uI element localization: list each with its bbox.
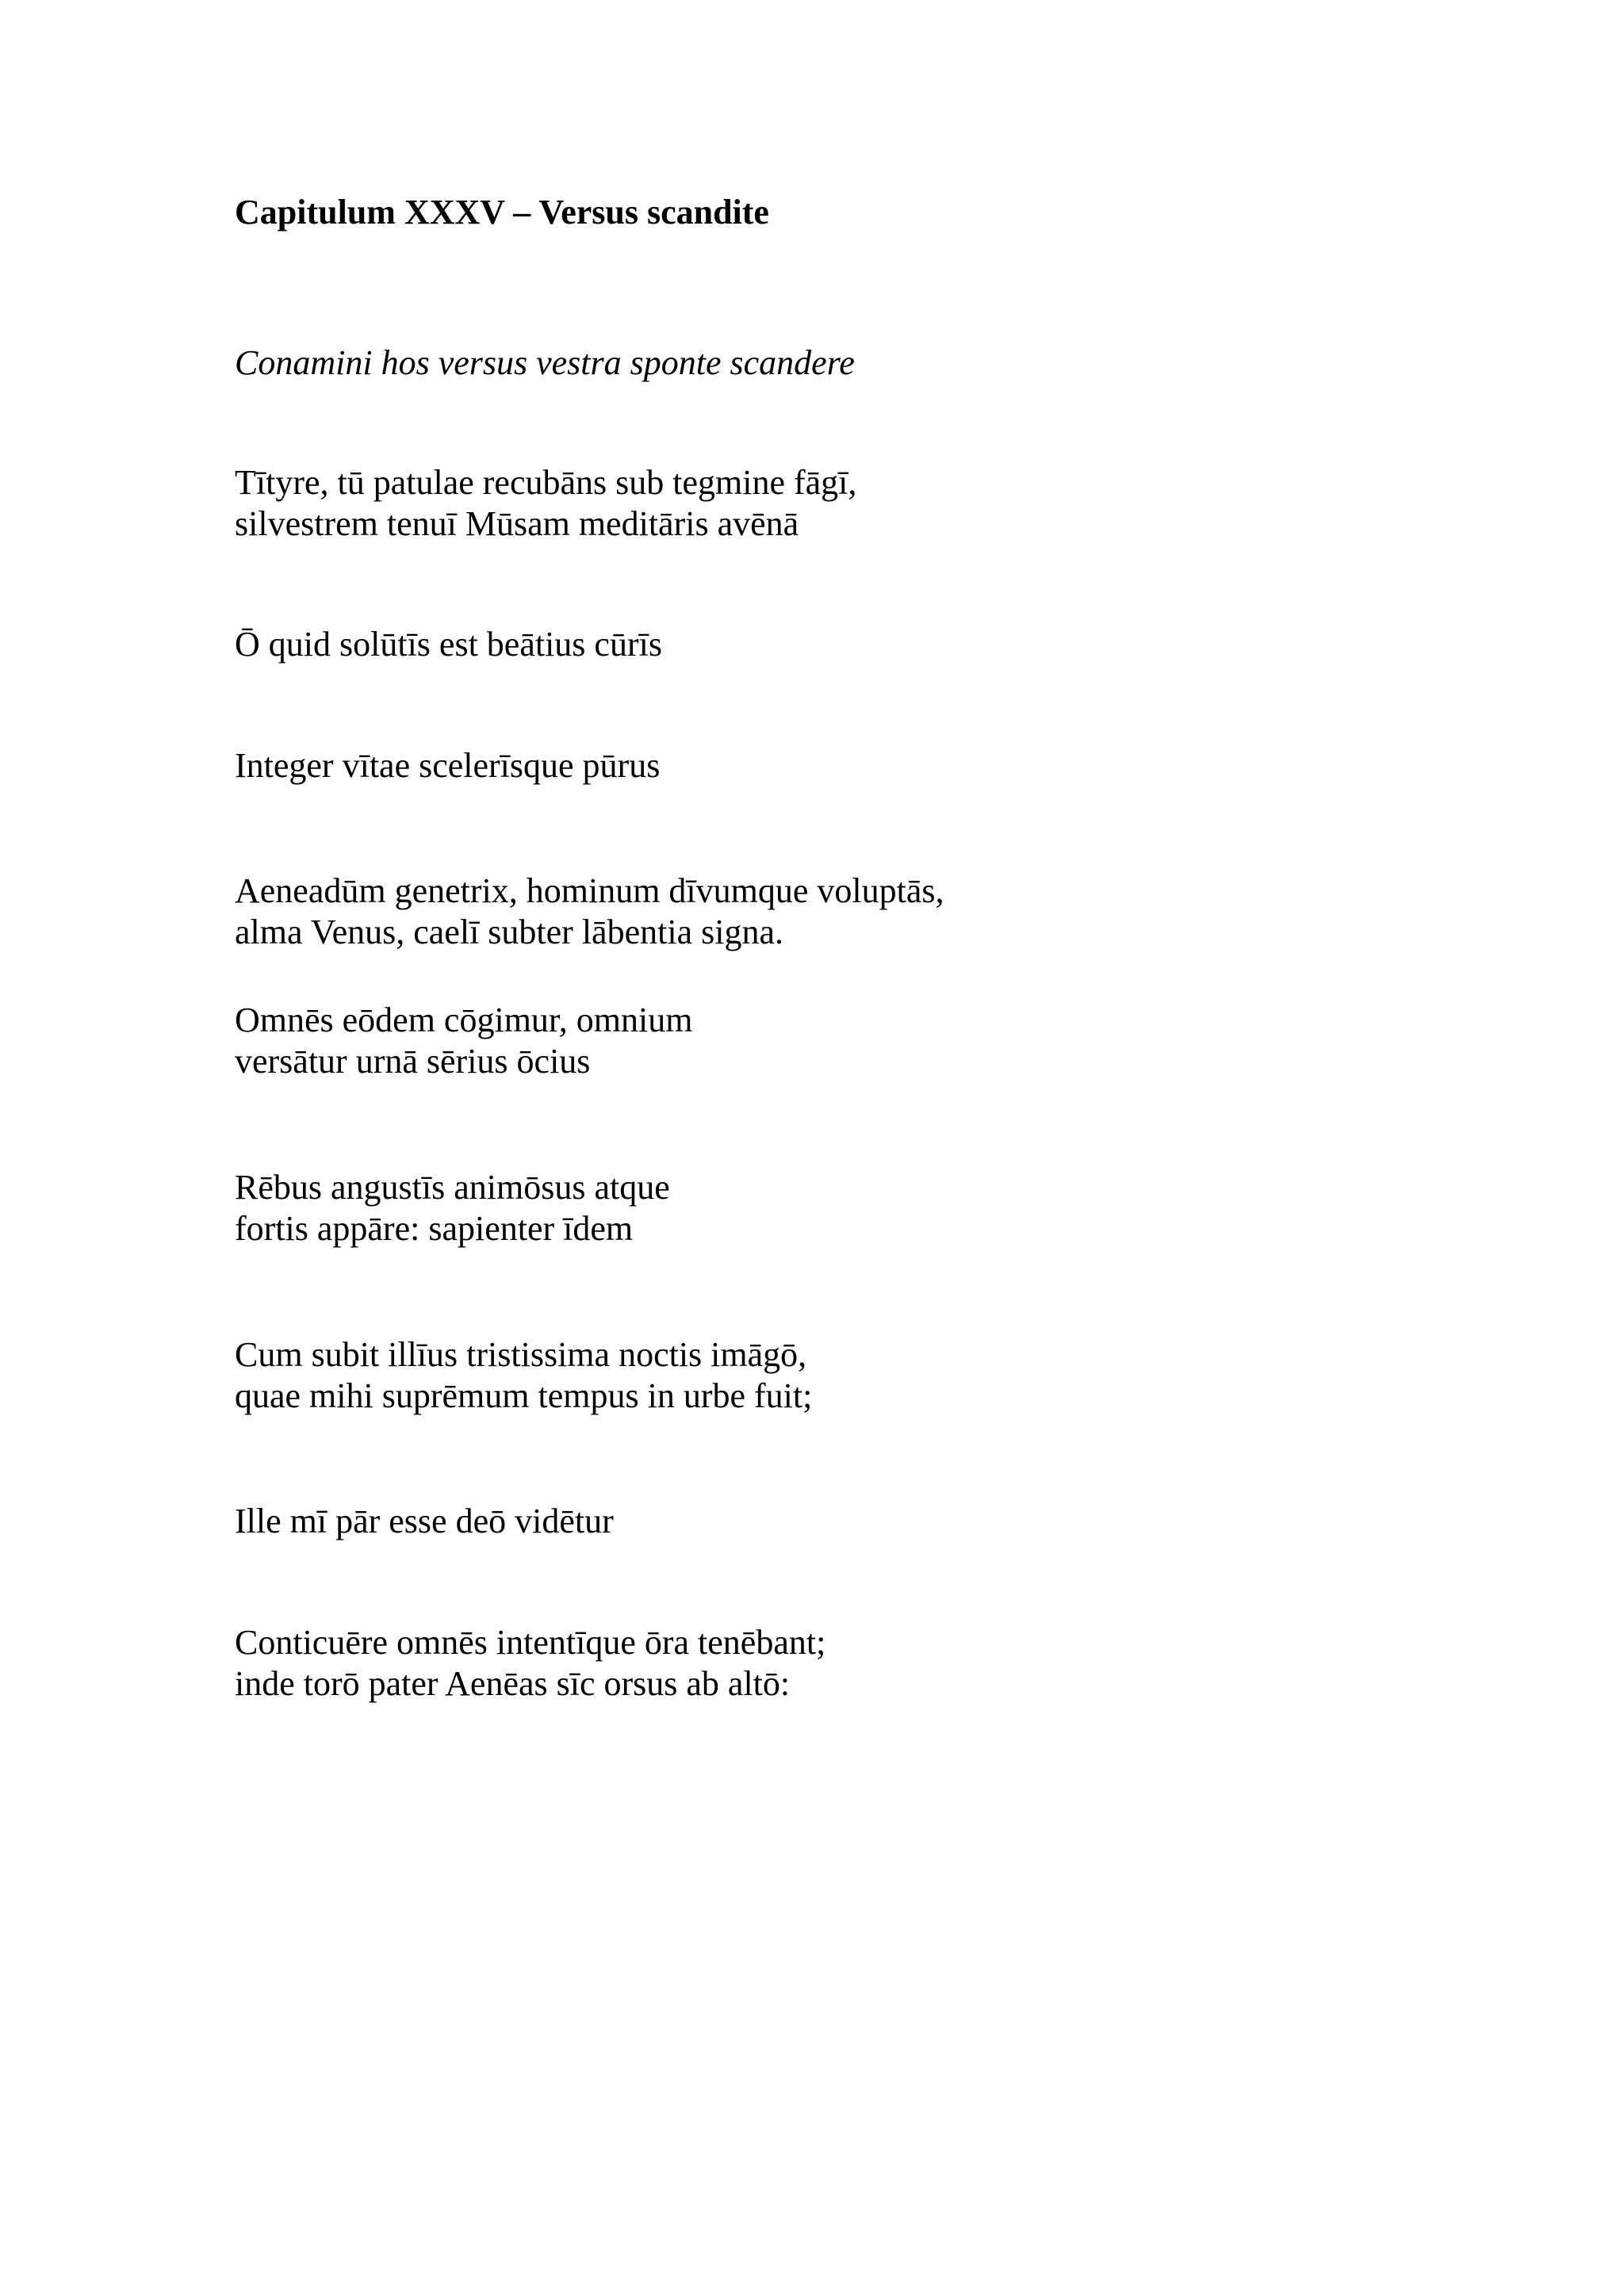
verse-line: alma Venus, caelī subter lābentia signa. bbox=[235, 913, 783, 951]
verse-line: Omnēs eōdem cōgimur, omnium bbox=[235, 1001, 693, 1039]
verse-stanza-9 bbox=[235, 1622, 825, 1705]
verse-line: quae mihi suprēmum tempus in urbe fuit; bbox=[235, 1376, 813, 1415]
verse-stanza-1 bbox=[235, 462, 856, 545]
verse-line: fortis appāre: sapienter īdem bbox=[235, 1209, 634, 1248]
verse-stanza-4 bbox=[235, 871, 944, 953]
verse-stanza-7 bbox=[235, 1334, 812, 1417]
verse-line: Ille mī pār esse deō vidētur bbox=[235, 1502, 614, 1540]
verse-line: silvestrem tenuī Mūsam meditāris avēnā bbox=[235, 504, 799, 543]
verse-line: Aeneadūm genetrix, hominum dīvumque voluptās, bbox=[235, 871, 944, 910]
chapter-heading: Capitulum XXXV – Versus scandite bbox=[235, 193, 769, 232]
verse-line: Tītyre, tū patulae recubāns sub tegmine fāgī, bbox=[235, 463, 857, 502]
verse-stanza-2 bbox=[235, 624, 662, 665]
verse-line: inde torō pater Aenēas sīc orsus ab altō: bbox=[235, 1664, 791, 1703]
verse-line: Conticuēre omnēs intentīque ōra tenēbant; bbox=[235, 1623, 826, 1662]
verse-stanza-3 bbox=[235, 745, 660, 786]
verse-line: Ō quid solūtīs est beātius cūrīs bbox=[235, 625, 662, 664]
verse-line: Cum subit illīus tristissima noctis imāgō, bbox=[235, 1335, 807, 1374]
instruction-text: Conamini hos versus vestra sponte scandere bbox=[235, 343, 855, 382]
verse-line: versātur urnā sērius ōcius bbox=[235, 1042, 591, 1081]
verse-stanza-6 bbox=[235, 1167, 670, 1249]
verse-line: Integer vītae scelerīsque pūrus bbox=[235, 746, 661, 785]
verse-stanza-5 bbox=[235, 1000, 692, 1082]
verse-stanza-8 bbox=[235, 1501, 614, 1542]
verse-line: Rēbus angustīs animōsus atque bbox=[235, 1168, 670, 1207]
